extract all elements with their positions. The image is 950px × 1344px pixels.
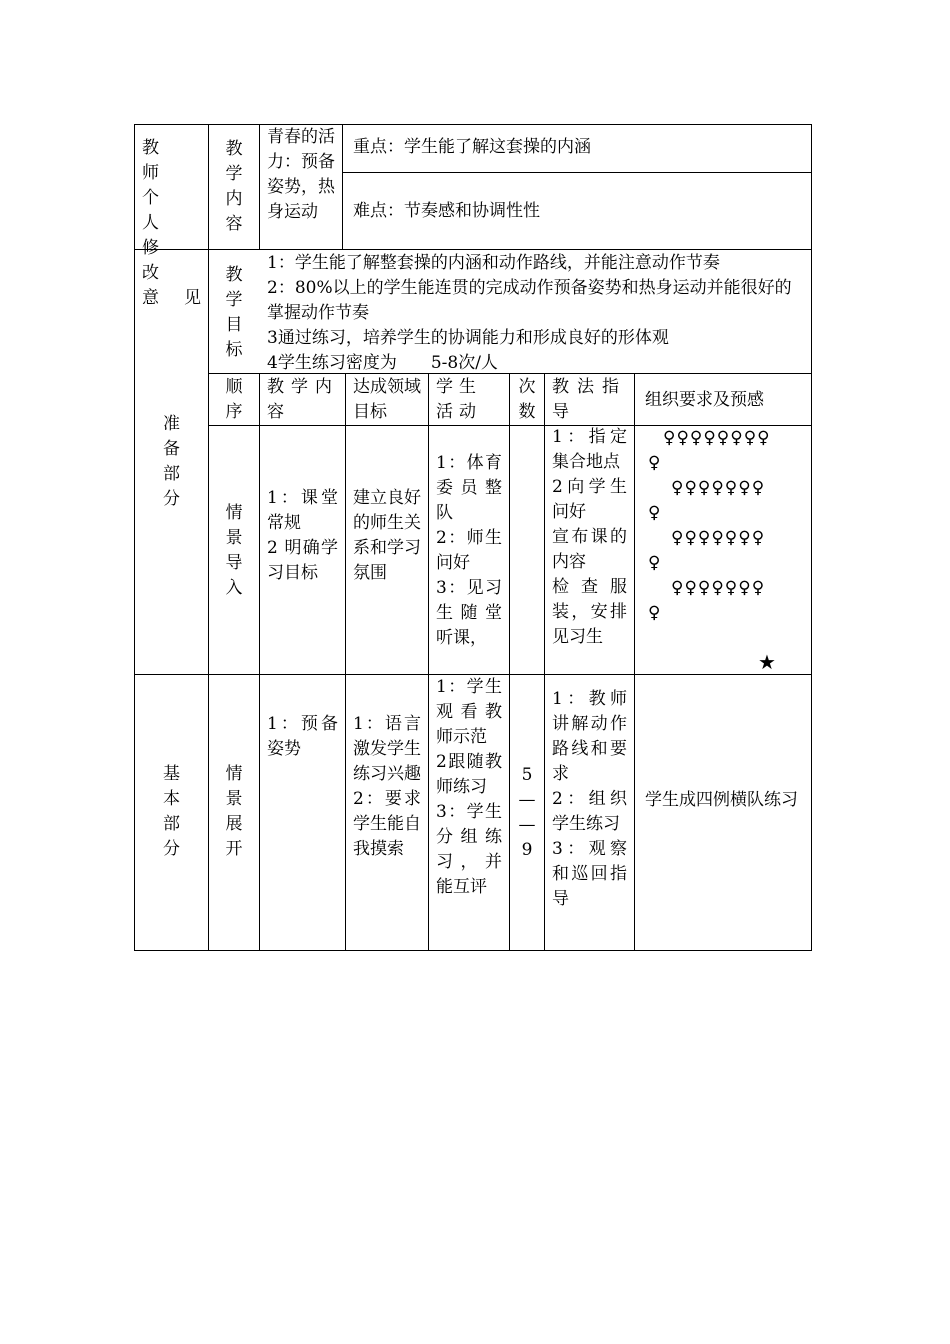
col-student-header: 学生活动 xyxy=(436,377,482,422)
basic-method: 1：教师讲解动作路线和要求 2：组织学生练习 3：观察和巡回指导 xyxy=(552,689,627,909)
col-method-header: 教法指导 xyxy=(552,377,627,422)
formation-row: ♀ xyxy=(648,603,662,623)
goal-item: 1：学生能了解整套操的内涵和动作路线，并能注意动作节奏 xyxy=(267,253,720,273)
col-target-header: 达成领域目标 xyxy=(353,377,421,422)
basic-order: 情 景 展 开 xyxy=(225,764,243,859)
col-divider xyxy=(259,373,260,950)
col-content-header: 教学内容 xyxy=(267,377,338,422)
basic-content: 1：预备姿势 xyxy=(267,714,338,759)
formation-row: ♀ xyxy=(648,503,662,523)
basic-target: 1：语言激发学生练习兴趣 2：要求学生能自我摸索 xyxy=(353,714,421,859)
lesson-title: 青春的活力：预备姿势，热身运动 xyxy=(267,127,335,222)
formation-row: ♀ xyxy=(648,553,662,573)
basic-org: 学生成四例横队练习 xyxy=(645,790,798,810)
prep-section-label: 准 备 部 分 xyxy=(163,414,180,509)
intro-order: 情 景 导 入 xyxy=(225,503,243,598)
formation-row: ♀♀♀♀♀♀♀♀ xyxy=(663,428,771,448)
formation-row: ♀♀♀♀♀♀♀ xyxy=(671,478,766,498)
content-label: 教 学 内 容 xyxy=(225,139,243,234)
intro-target: 建立良好的师生关系和学习氛围 xyxy=(353,488,421,583)
intro-method: 1：指定集合地点 2向学生问好 宣布课的内容 检查服装，安排见习生 xyxy=(552,427,627,647)
basic-count: 5 — — 9 xyxy=(518,765,536,860)
basic-section-label: 基 本 部 分 xyxy=(163,764,180,859)
goals-list xyxy=(260,250,811,373)
col-count-header: 次 数 xyxy=(518,377,536,422)
col-order-header: 顺 序 xyxy=(225,377,243,422)
goals-label: 教 学 目 标 xyxy=(225,265,243,360)
teacher-notes-label: 教 师 个 人 修 改 意见 xyxy=(142,138,201,308)
formation-row: ♀♀♀♀♀♀♀ xyxy=(671,578,766,598)
goal-item: 3通过练习，培养学生的协调能力和形成良好的形体观 xyxy=(267,328,669,348)
intro-student: 1：体育委员整队 2：师生问好 3：见习生随堂听课， xyxy=(436,453,502,648)
goal-item: 2：80%以上的学生能连贯的完成动作预备姿势和热身运动并能很好的掌握动作节奏 xyxy=(267,278,792,323)
col-org-header: 组织要求及预感 xyxy=(645,390,764,410)
formation-diagram xyxy=(635,426,811,674)
row-divider xyxy=(342,172,811,173)
formation-row: ♀♀♀♀♀♀♀ xyxy=(671,528,766,548)
goal-item: 4学生练习密度为 5-8次/人 xyxy=(267,353,498,373)
difficult-point: 难点：节奏感和协调性性 xyxy=(353,201,540,221)
intro-content: 1：课堂常规 2 明确学习目标 xyxy=(267,488,338,583)
key-point: 重点：学生能了解这套操的内涵 xyxy=(353,137,591,157)
teacher-star-icon: ★ xyxy=(758,650,776,674)
lesson-plan-table xyxy=(134,124,812,951)
formation-row: ♀ xyxy=(648,453,662,473)
basic-student: 1：学生观看教师示范 2跟随教师练习 3：学生分组练习，并能互评 xyxy=(436,677,502,897)
intro-count xyxy=(510,426,544,486)
